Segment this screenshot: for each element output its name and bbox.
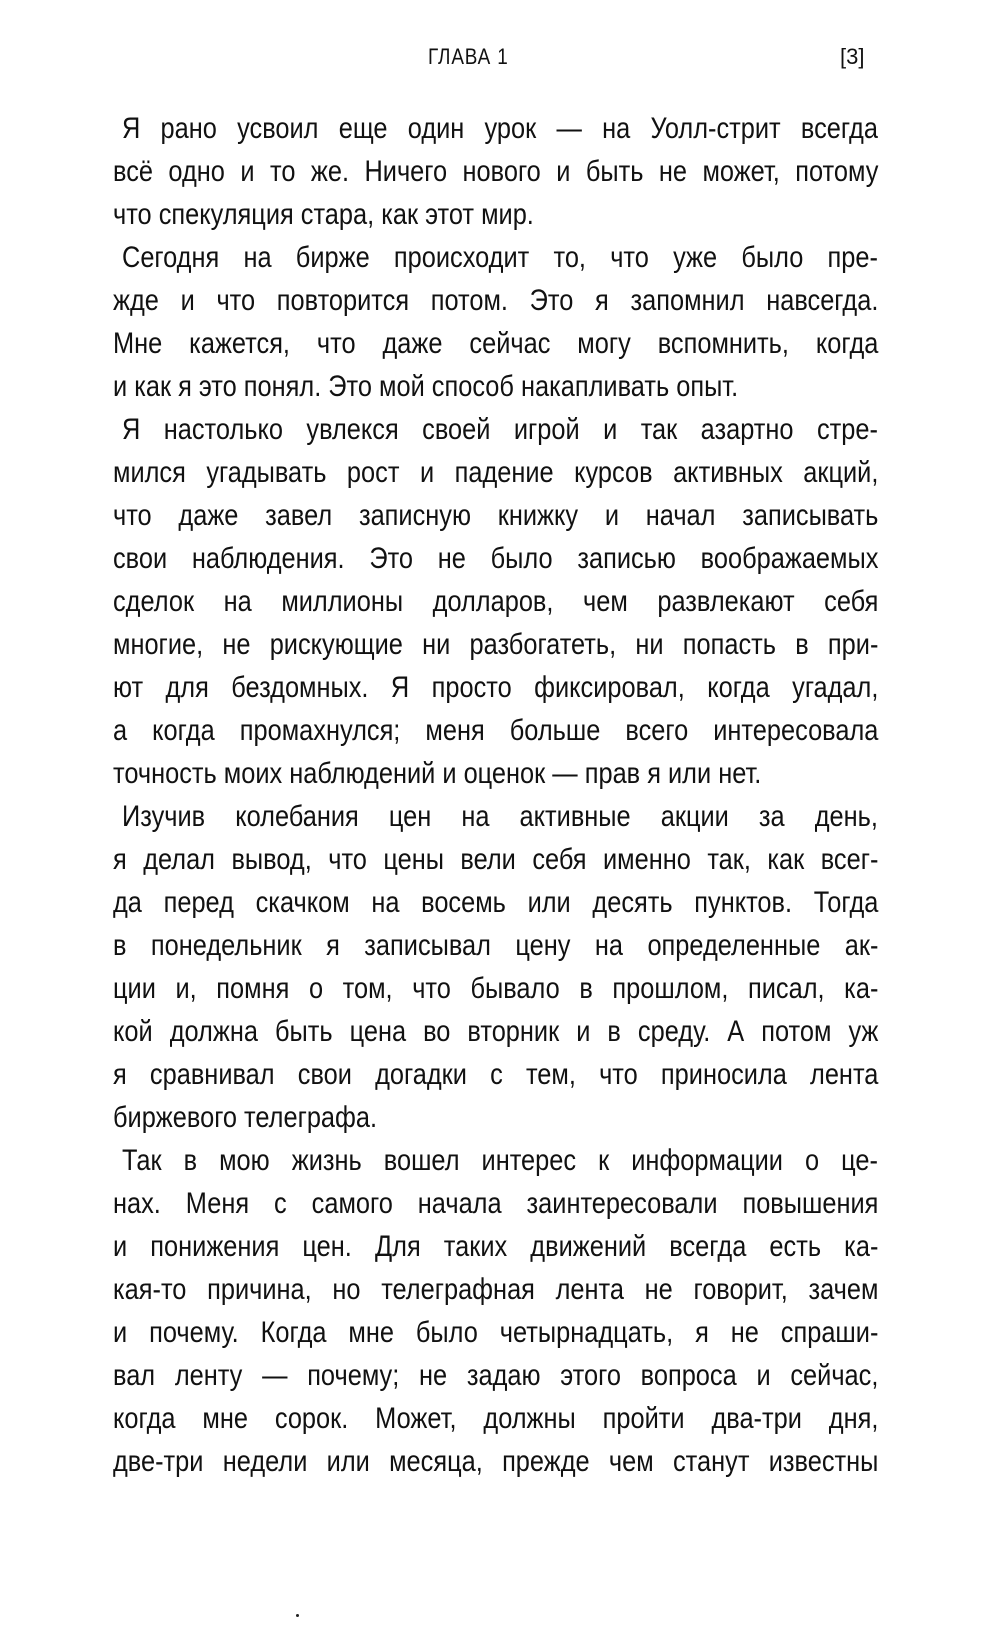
running-header [0, 44, 1000, 78]
text-line: а когда промахнулся; меня больше всего интересовала [113, 714, 879, 747]
text-line: и как я это понял. Это мой способ накапливать опыт. [113, 370, 739, 403]
chapter-title: ГЛАВА 1 [428, 44, 509, 69]
text-line: жде и что повторится потом. Это я запомнил навсегда. [113, 284, 879, 317]
text-line: Изучив колебания цен на активные акции за день, [122, 800, 878, 833]
text-line: кой должна быть цена во вторник и в среду. А потом уж [113, 1015, 879, 1048]
text-line: Так в мою жизнь вошел интерес к информации о це- [122, 1144, 878, 1177]
text-line: ции и, помня о том, что бывало в прошлом, писал, ка- [113, 972, 879, 1005]
text-line: Я рано усвоил еще один урок — на Уолл-стрит всегда [122, 112, 878, 145]
text-line: и понижения цен. Для таких движений всегда есть ка- [113, 1230, 879, 1263]
text-line: мился угадывать рост и падение курсов активных акций, [113, 456, 879, 489]
text-line: две-три недели или месяца, прежде чем станут известны [113, 1445, 879, 1478]
text-line: вал ленту — почему; не задаю этого вопроса и сейчас, [113, 1359, 879, 1392]
text-line: и почему. Когда мне было четырнадцать, я не спраши- [113, 1316, 879, 1349]
text-line: всё одно и то же. Ничего нового и быть не может, потому [113, 155, 879, 188]
text-line: да перед скачком на восемь или десять пунктов. Тогда [113, 886, 879, 919]
text-line: ют для бездомных. Я просто фиксировал, когда угадал, [113, 671, 879, 704]
text-line: сделок на миллионы долларов, чем развлекают себя [113, 585, 879, 618]
page-number: [3] [840, 44, 865, 69]
text-line: что даже завел записную книжку и начал записывать [113, 499, 879, 532]
text-line: я делал вывод, что цены вели себя именно так, как всег- [113, 843, 879, 876]
text-line: биржевого телеграфа. [113, 1101, 378, 1134]
text-line: в понедельник я записывал цену на определенные ак- [113, 929, 879, 962]
text-line: точность моих наблюдений и оценок — прав я или нет. [113, 757, 762, 790]
text-line: многие, не рискующие ни разбогатеть, ни попасть в при- [113, 628, 879, 661]
text-line: что спекуляция стара, как этот мир. [113, 198, 534, 231]
text-line: Сегодня на бирже происходит то, что уже было пре- [122, 241, 878, 274]
text-line: Я настолько увлекся своей игрой и так азартно стре- [122, 413, 878, 446]
text-line: нах. Меня с самого начала заинтересовали повышения [113, 1187, 879, 1220]
text-line: кая-то причина, но телеграфная лента не говорит, зачем [113, 1273, 879, 1306]
text-line: Мне кажется, что даже сейчас могу вспомнить, когда [113, 327, 879, 360]
scan-speck [296, 1614, 299, 1617]
text-line: я сравнивал свои догадки с тем, что приносила лента [113, 1058, 879, 1091]
text-line: свои наблюдения. Это не было записью воображаемых [113, 542, 879, 575]
text-line: когда мне сорок. Может, должны пройти два-три дня, [113, 1402, 879, 1435]
